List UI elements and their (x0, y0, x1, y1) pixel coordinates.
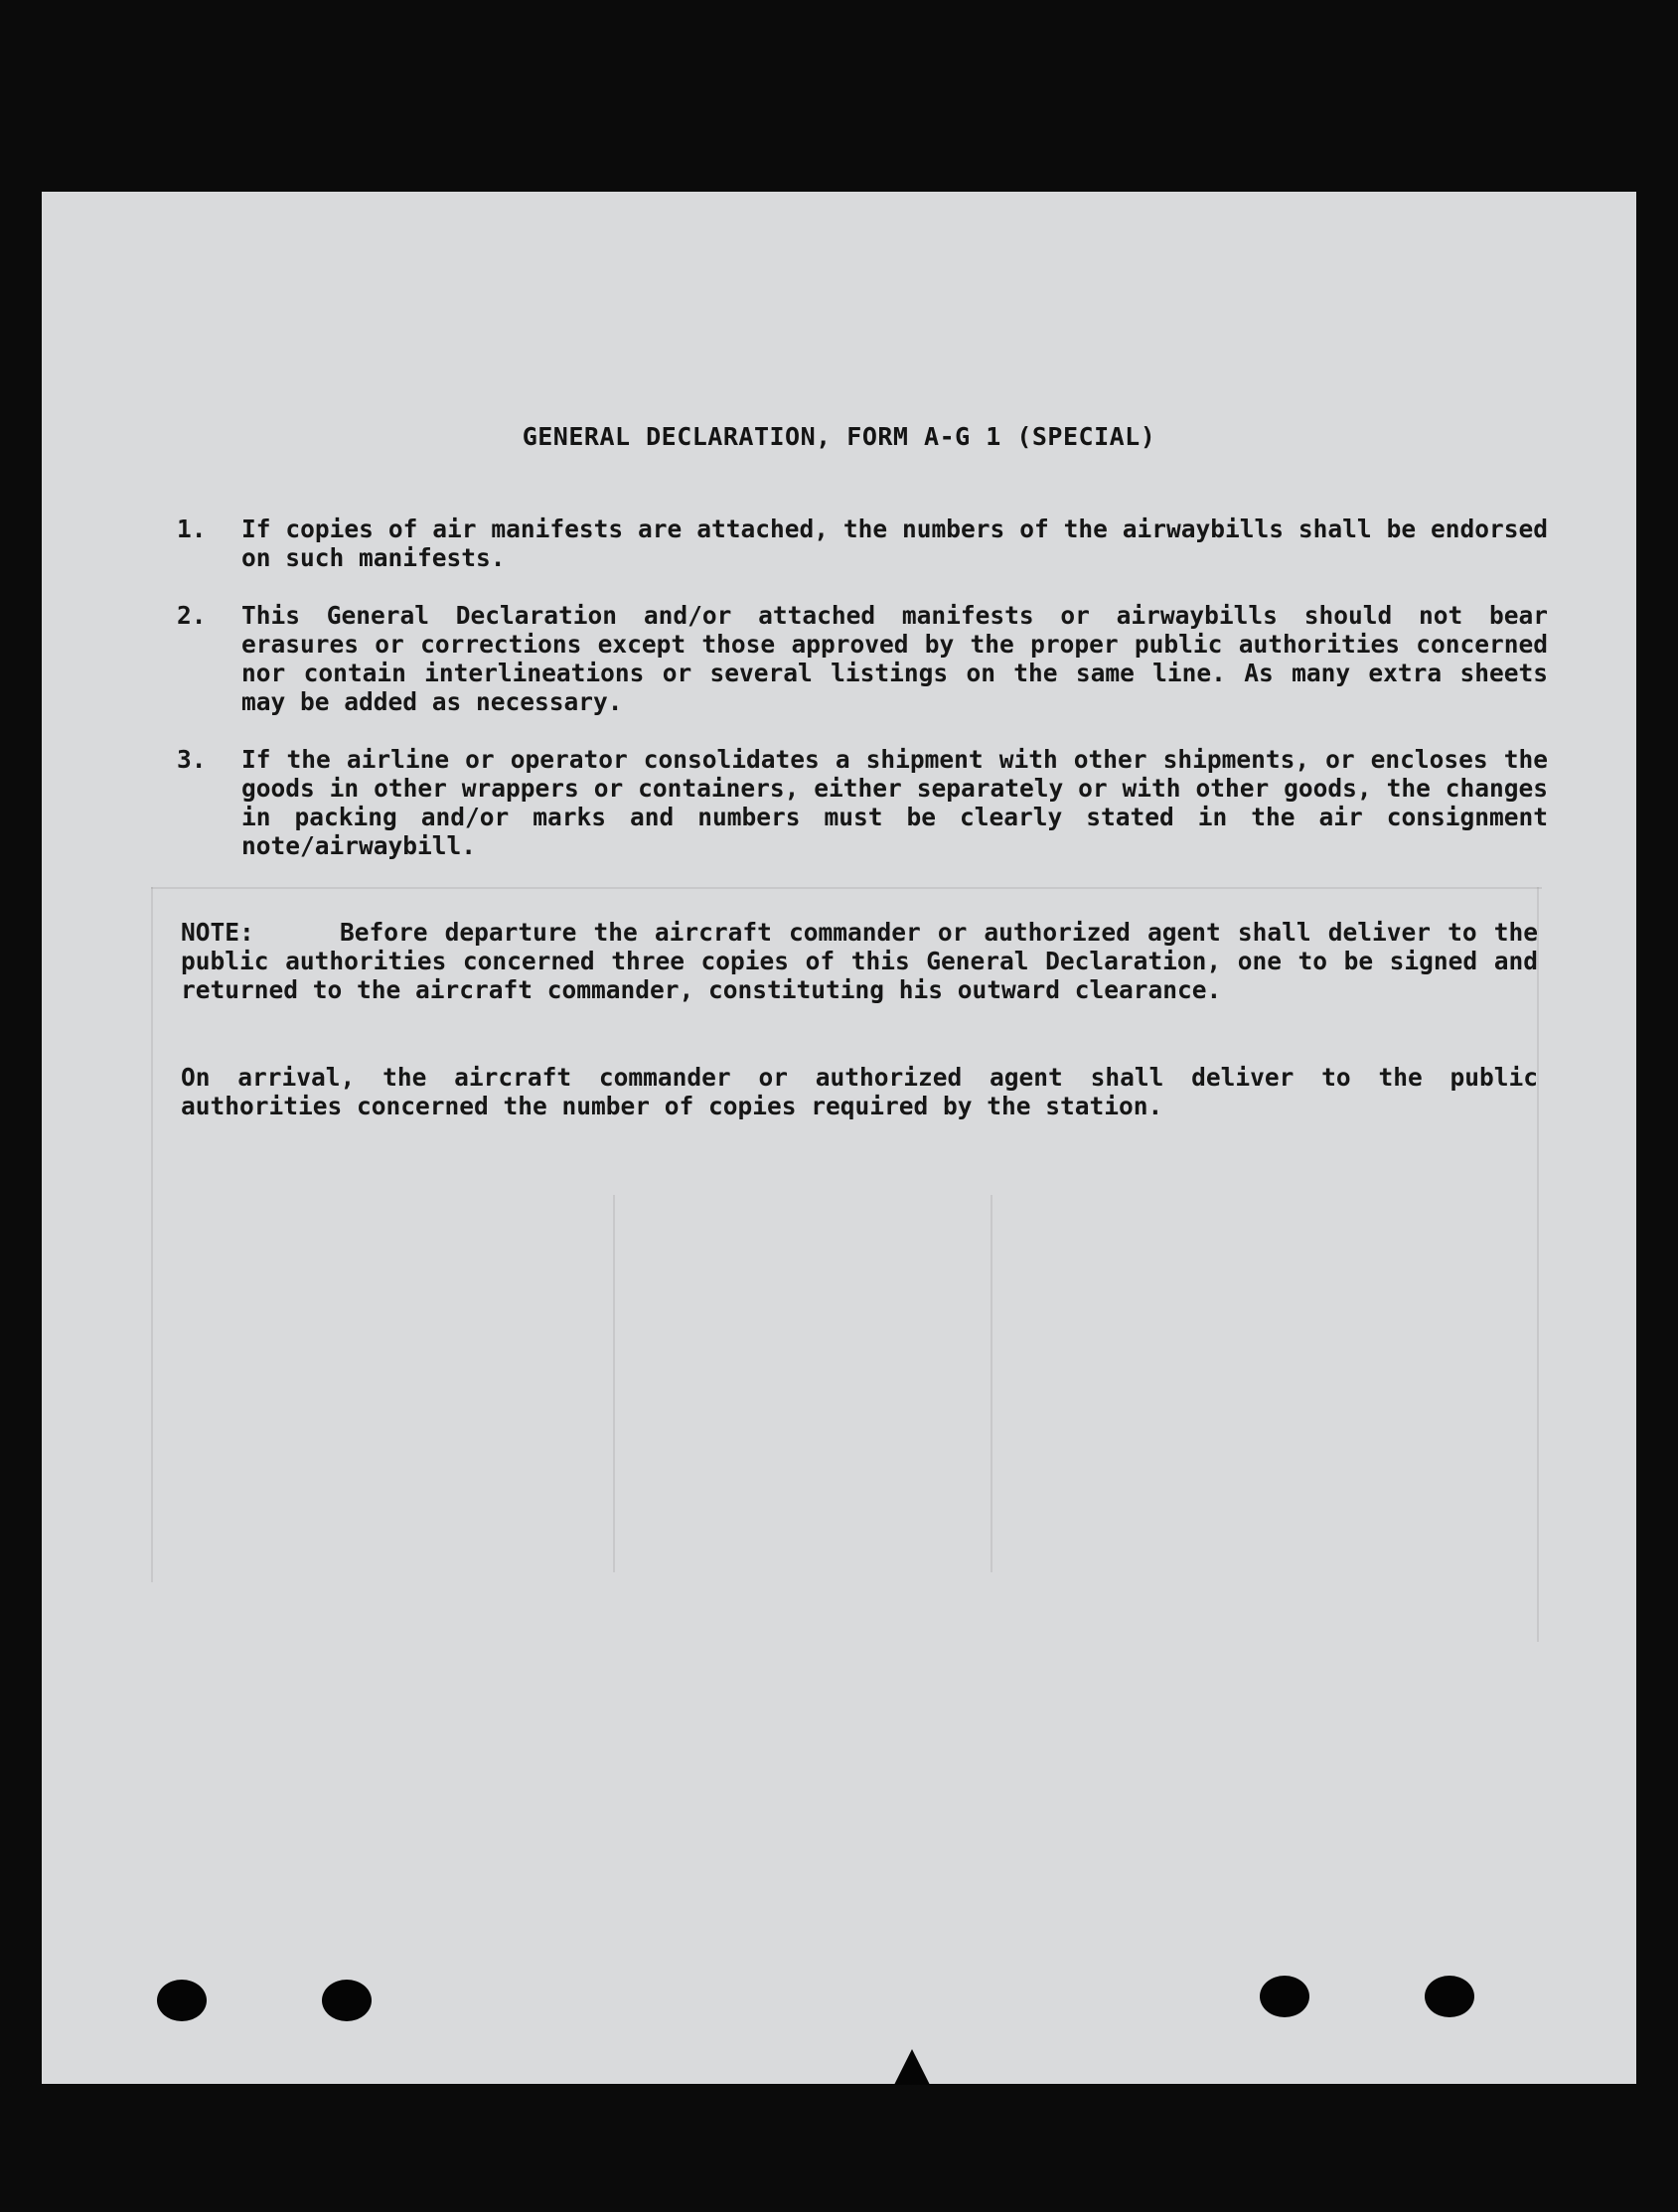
bleed-through-line (151, 887, 153, 1582)
instruction-item-3 (177, 745, 1548, 860)
item-number: 3. (177, 745, 207, 774)
torn-edge-mark (894, 2049, 930, 2085)
arrival-paragraph (181, 1063, 1538, 1120)
arrival-text: On arrival, the aircraft commander or authorized agent shall deliver to the public authorities concerned the number of copies required by the station. (181, 1063, 1538, 1120)
item-number: 1. (177, 515, 207, 543)
bleed-through-line (991, 1195, 992, 1572)
punch-hole (157, 1980, 207, 2021)
punch-hole (322, 1980, 372, 2021)
note-text: Before departure the aircraft commander or authorized agent shall deliver to the public authorities concerned three copies of this General Declaration, one to be signed and returned to the aircraft commander, constituting his outward clearance. (181, 918, 1538, 1004)
item-text: If copies of air manifests are attached, the numbers of the airwaybills shall be endorsed on such manifests. (241, 515, 1548, 572)
punch-hole (1425, 1976, 1474, 2017)
instruction-item-1 (177, 515, 1548, 572)
bleed-through-line (613, 1195, 615, 1572)
bleed-through-line (151, 887, 1542, 889)
item-text: This General Declaration and/or attached manifests or airwaybills should not bear erasures or corrections except those approved by the proper public authorities concerned nor contain interlineations or several listings on the same line. As many extra sheets may be added as necessary. (241, 601, 1548, 716)
item-number: 2. (177, 601, 207, 630)
punch-hole (1260, 1976, 1309, 2017)
document-title: GENERAL DECLARATION, FORM A-G 1 (SPECIAL) (522, 422, 1156, 451)
item-text: If the airline or operator consolidates a shipment with other shipments, or encloses the goods in other wrappers or containers, either separately or with other goods, the changes in packing and/or marks and numbers must be clearly stated in the air consignment note/airwaybill. (241, 745, 1548, 860)
note-paragraph (181, 918, 1538, 1004)
instruction-item-2 (177, 601, 1548, 716)
document-page (42, 192, 1636, 2084)
note-label: NOTE: (181, 918, 254, 947)
